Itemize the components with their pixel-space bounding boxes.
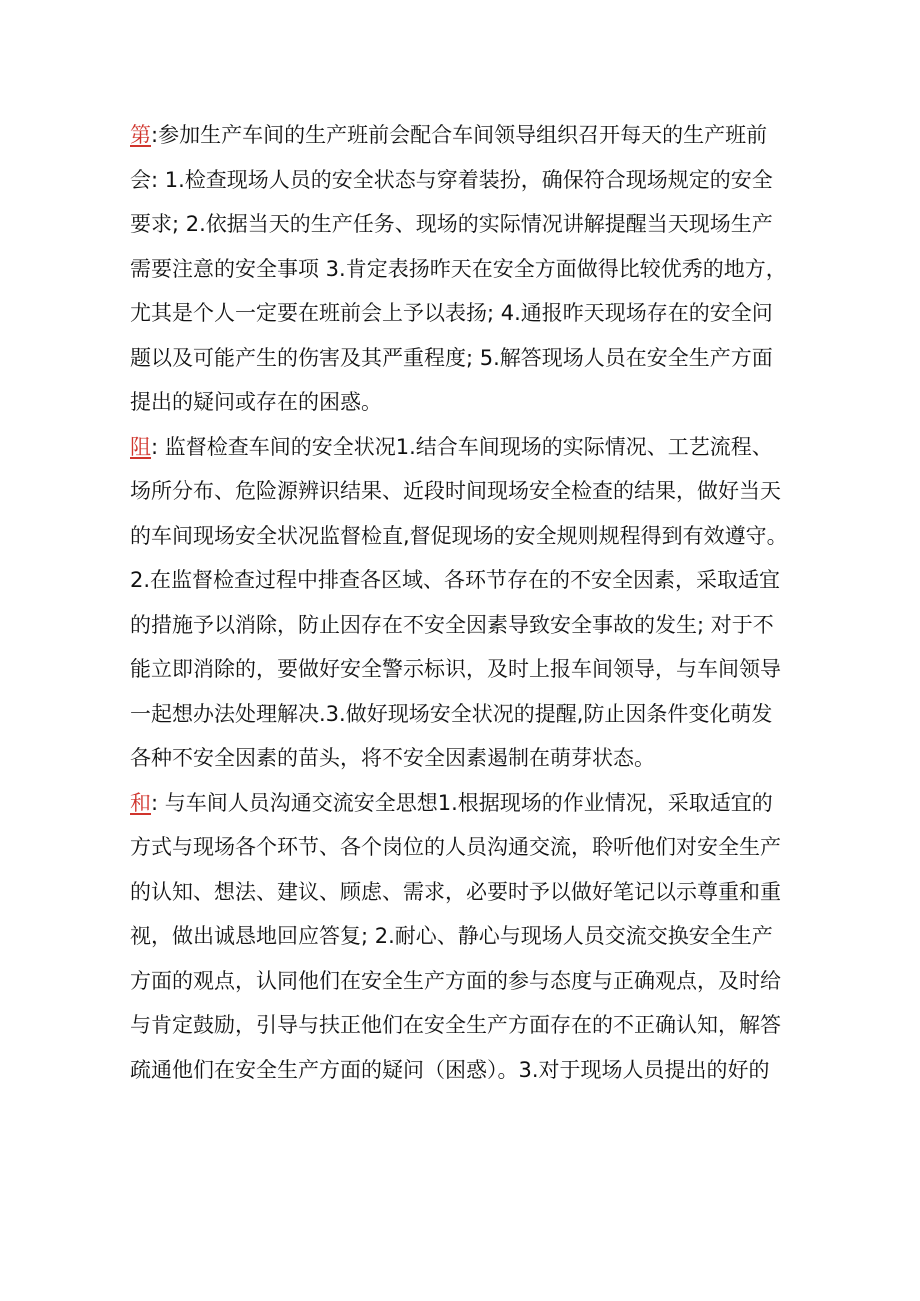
section-1-line-5: 尤其是个人一定要在班前会上予以表扬; 4.通报昨天现场存在的安全问	[130, 301, 773, 325]
section-3-line-4: 视，做出诚恳地回应答复; 2.耐心、静心与现场人员交流交换安全生产	[130, 924, 773, 948]
document-body	[130, 113, 802, 1092]
section-3-line-2: 方式与现场各个环节、各个岗位的人员沟通交流，聆听他们对安全生产	[130, 835, 781, 859]
section-3-line-1-text: : 与车间人员沟通交流安全思想1.根据现场的作业情况，采取适宜的	[151, 790, 773, 815]
section-2-line-5: 的措施予以消除，防止因存在不安全因素导致安全事故的发生; 对于不	[130, 612, 774, 637]
section-2-line-3: 的车间现场安全状况监督检直,督促现场的安全规则规程得到有效遵守。	[130, 523, 788, 548]
section-1-line-3: 要求; 2.依据当天的生产任务、现场的实际情况讲解提醒当天现场生产	[130, 212, 773, 236]
section-3-line-3: 的认知、想法、建议、顾虑、需求，必要时予以做好笔记以示尊重和重	[130, 879, 781, 904]
section-3-line-7: 疏通他们在安全生产方面的疑问（困惑）。3.对于现场人员提出的好的	[130, 1057, 770, 1082]
section-1-line-2: 会: 1.检查现场人员的安全状态与穿着装扮，确保符合现场规定的安全	[130, 167, 773, 192]
section-2-line-1-text: : 监督检查车间的安全状况1.结合车间现场的实际情况、工艺流程、	[151, 434, 773, 459]
section-1-line-1-text: :参加生产车间的生产班前会配合车间领导组织召开每天的生产班前	[151, 123, 768, 147]
section-2-line-1	[130, 425, 802, 470]
section-1-marker: 第	[130, 123, 151, 147]
section-1-line-6: 题以及可能产生的伤害及其严重程度; 5.解答现场人员在安全生产方面	[130, 345, 773, 370]
section-3-line-1	[130, 781, 802, 826]
section-3-line-5: 方面的观点，认同他们在安全生产方面的参与态度与正确观点，及时给	[130, 968, 781, 993]
section-2-line-7: 一起想办法处理解决.3.做好现场安全状况的提醒,防止因条件变化萌发	[130, 701, 773, 726]
section-1-line-1	[130, 113, 802, 158]
section-1-line-4: 需要注意的安全事项 3.肯定表扬昨天在安全方面做得比较优秀的地方，	[130, 256, 787, 281]
section-2-line-6: 能立即消除的，要做好安全警示标识，及时上报车间领导，与车间领导	[130, 657, 781, 681]
section-2-line-2: 场所分布、危险源辨识结果、近段时间现场安全检查的结果，做好当天	[130, 479, 781, 503]
section-1-line-7: 提出的疑问或存在的困惑。	[130, 390, 382, 414]
section-2-line-8: 各种不安全因素的苗头，将不安全因素遏制在萌芽状态。	[130, 746, 655, 770]
section-2-marker: 阻	[130, 434, 151, 459]
section-3-line-6: 与肯定鼓励，引导与扶正他们在安全生产方面存在的不正确认知，解答	[130, 1013, 781, 1037]
section-3-marker: 和	[130, 790, 151, 815]
section-2-line-4: 2.在监督检查过程中排查各区域、各环节存在的不安全因素，采取适宜	[130, 568, 781, 592]
